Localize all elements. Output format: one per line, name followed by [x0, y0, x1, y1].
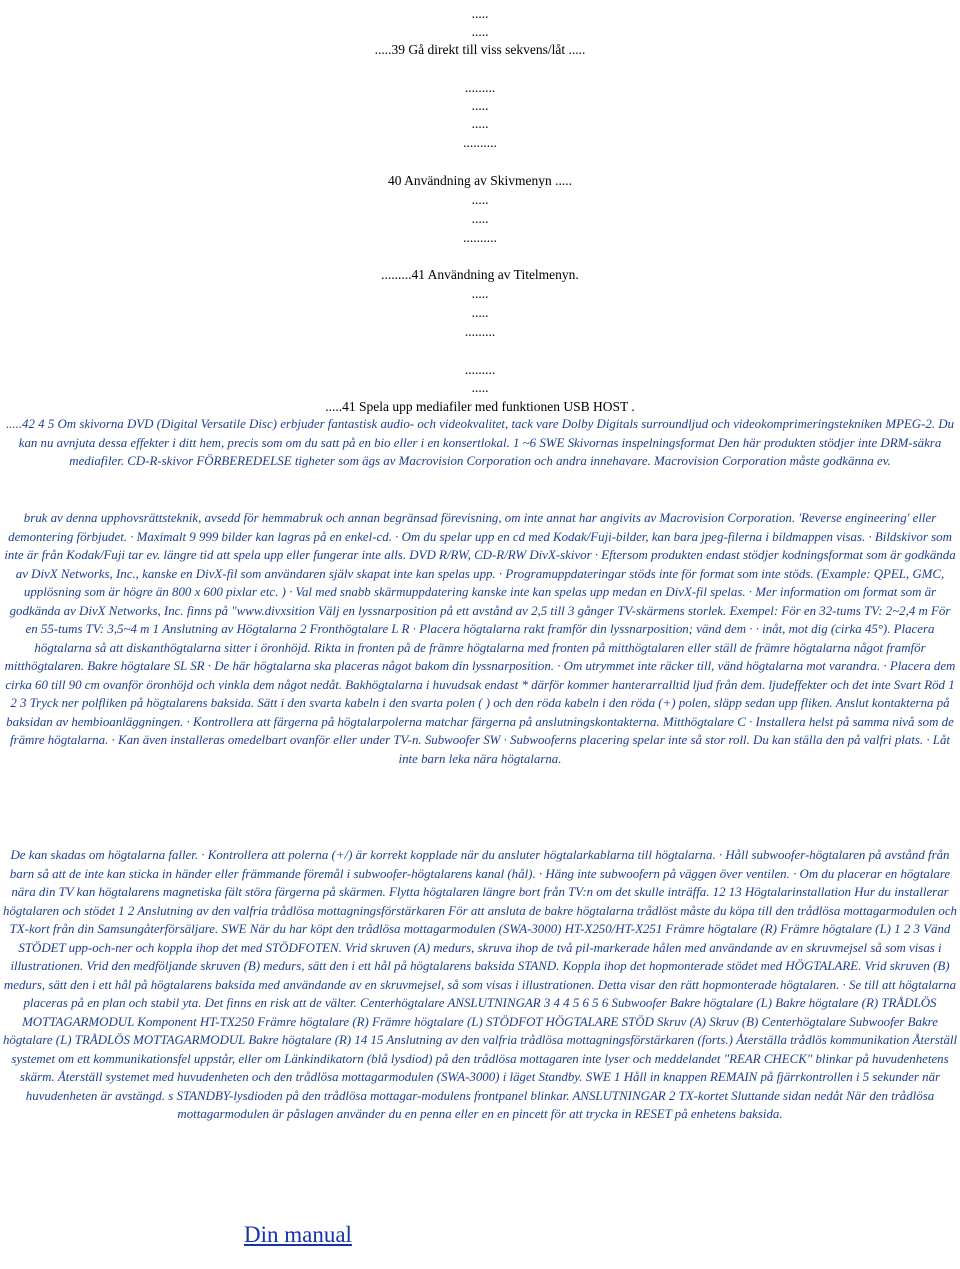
toc-line: .....	[471, 305, 489, 320]
din-manual-link[interactable]: Din manual	[244, 1222, 352, 1247]
toc-entry-disc-menu[interactable]: 40 Användning av Skivmenyn .....	[387, 173, 573, 188]
toc-line: .....	[471, 24, 489, 39]
toc-line: ..........	[463, 230, 497, 245]
toc-line: .....	[471, 211, 489, 226]
toc-line: .........	[464, 362, 496, 377]
toc-line: .....	[471, 380, 489, 395]
body-paragraph-installation: De kan skadas om högtalarna faller. · Kontrollera att polerna (+/) är korrekt kopplade när du ansluter högtalarkablarna till högtalarna. · Håll subwoofer-högtalaren på avstånd från barn så att de inte kan sticka in händer eller främmande föremål i subwoofer-högtalarens kanal (hål). · Häng inte subwoofern på väggen över ventilen. · Om du placerar en högtalare nära din TV kan högtalarens magnetiska fält störa färgerna på skärmen. Flytta högtalaren längre bort från TV:n om det skulle inträffa. 12 13 Högtalarinstallation Hur du installerar högtalaren och stödet 1 2 Anslutning av den valfria trådlösa mottagningsförstärkaren För att ansluta de bakre högtalarna trådlöst måste du köpa till den trådlösa mottagarmodulen och TX-kort från din Samsungåterförsäljare. SWE När du har köpt den trådlösa mottagarmodulen (SWA-3000) HT-X250/HT-X251 Främre högtalare (R) Främre högtalare (L) 1 2 3 Vänd STÖDET upp-och-ner och koppla ihop det med STÖDFOTEN. Vrid skruven (A) medurs, skruva ihop de två pil-markerade hålen med användande av en skruvmejsel så som visas i illustrationen. Vrid den medföljande skruven (B) medurs, sätt den i ett hål på högtalarens baksida STAND. Koppla ihop det hopmonterade stödet med HÖGTALARE. Vrid skruven (B) medurs, sätt den i ett hål på högtalarens baksida med användande av en skruvmejsel, så som visas i illustrationen. Detta visar den rätt hopmonterade högtalaren. · Se till att högtalarna placeras på en plan och stabil yta. Det finns en risk att de välter. Centerhögtalare ANSLUTNINGAR 3 4 4 5 6 5 6 Subwoofer Bakre högtalare (L) Bakre högtalare (R) TRÅDLÖS MOTTAGARMODUL Komponent HT-TX250 Främre högtalare (R) Främre högtalare (L) STÖDFOT HÖGTALARE STÖD Skruv (A) Skruv (B) Centerhögtalare Subwoofer Bakre högtalare (L) TRÅDLÖS MOTTAGARMODUL Bakre högtalare (R) 14 15 Anslutning av den valfria trådlösa mottagningsförstärkaren (forts.) Återställa trådlös kommunikation Återställ systemet om ett kommunikationsfel uppstår, eller om Länkindikatorn (blå lysdiod) på den trådlösa mottagaren inte lyser och meddelandet "REAR CHECK" blinkar på huvudenhetens skärm. Återställ systemet med huvudenheten och den trådlösa mottagarmodulen (SWA-3000) i läget Standby. SWE 1 Håll in knappen REMAIN på fjärrkontrollen i 5 sekunder när huvudenheten är avstängd. s STANDBY-lysdioden på den trådlösa mottagar-modulens frontpanel blinkar. ANSLUTNINGAR 2 TX-kortet Sluttande sidan nedåt När den trådlösa mottagarmodulen är påslagen använder du en penna eller en en pincett för att trycka in RESET på enhetens baksida.	[2, 848, 958, 1121]
body-paragraph-discs: .....42 4 5 Om skivorna DVD (Digital Versatile Disc) erbjuder fantastisk audio- och videokvalitet, tack vare Dolby Digitals surroundljud och videokomprimeringstekniken MPEG-2. Du kan nu avnjuta dessa effekter i ditt hem, precis som om du satt på en bio eller i en konsertlokal. 1 ~6 SWE Skivornas inspelningsformat Den här produkten stödjer inte DRM-säkra mediafiler. CD-R-skivor FÖRBEREDELSE tigheter som ägs av Macrovision Corporation och andra innehavare. Macrovision Corporation måste godkänna ev.	[5, 417, 955, 468]
toc-entry-usb-host[interactable]: .....41 Spela upp mediafiler med funktionen USB HOST .	[325, 399, 635, 414]
toc-line: .........	[464, 324, 496, 339]
toc-line: .....	[471, 98, 489, 113]
body-paragraph-speakers: bruk av denna upphovsrättsteknik, avsedd för hemmabruk och annan begränsad förevisning, om inte annat har angivits av Macrovision Corporation. 'Reverse engineering' eller demontering förbjudet. · Maximalt 9 999 bilder kan lagras på en enkel-cd. · Om du spelar upp en cd med Kodak/Fuji-bilder, kan bara jpeg-filerna i bildmappen visas. · Bildskivor som inte är från Kodak/Fuji tar ev. längre tid att spela upp eller fungerar inte alls. DVD R/RW, CD-R/RW DivX-skivor · Eftersom produkten endast stödjer kodningsformat som är godkända av DivX Networks, Inc., kanske en DivX-fil som användaren själv skapat inte kan spelas upp. · Programuppdateringar stöds inte för format som inte stöds. (Example: QPEL, GMC, upplösning som är högre än 800 x 600 pixlar etc. ) · Val med snabb skärmuppdatering kanske inte kan spelas upp medan en DivX-fil spelas. · Mer information om format som är godkända av DivX Networks, Inc. finns på "www.divxsition Välj en lyssnarposition på ett avstånd av 2,5 till 3 gånger TV-skärmens storlek. Exempel: För en 32-tums TV: 2~2,4 m För en 55-tums TV: 3,5~4 m 1 Anslutning av Högtalarna 2 Fronthögtalare L R · Placera högtalarna rakt framför din lyssnarposition; vänd dem · · inåt, mot dig (cirka 45°). Placera högtalarna så att diskanthögtalarna sitter i öronhöjd. Rikta in fronten på de främre högtalarna med fronten på mitthögtalaren eller ställ de främre högtalarna något framför mitthögtalaren. Bakre högtalare SL SR · De här högtalarna ska placeras något bakom din lyssnarposition. · Om utrymmet inte räcker till, vänd högtalarna mot varandra. · Placera dem cirka 60 till 90 cm ovanför öronhöjd och vinkla dem något nedåt. Bakhögtalarna i huvudsak endast * därför kommer hanterarralltid ljud från dem. ljudeffekter och det inte Svart Röd 1 2 3 Tryck ner polfliken på högtalarens baksida. Sätt i den svarta kabeln i den svarta polen ( ) och den röda kabeln i den röda (+) polen, släpp sedan upp fliken. Anslut kontakterna på baksidan av hembioanläggningen. · Kontrollera att färgerna på högtalarpolerna matchar färgerna på anslutningskontakterna. Mitthögtalare C · Installera helst på samma nivå som de främre högtalarna. · Kan även installeras omedelbart ovanför eller under TV-n. Subwoofer SW · Subwooferns placering spelar inte så stor roll. Du kan ställa den på valfri plats. · Låt inte barn leka nära högtalarna.	[4, 511, 956, 766]
toc-entry-go-to-sequence[interactable]: .....39 Gå direkt till viss sekvens/låt .....	[374, 42, 586, 57]
toc-entry-title-menu[interactable]: .........41 Användning av Titelmenyn.	[381, 267, 579, 282]
toc-line: .....	[471, 192, 489, 207]
toc-line: ..........	[463, 135, 497, 150]
toc-line: .....	[471, 6, 489, 21]
toc-line: .....	[471, 116, 489, 131]
toc-line: .....	[471, 286, 489, 301]
toc-line: .........	[464, 80, 496, 95]
